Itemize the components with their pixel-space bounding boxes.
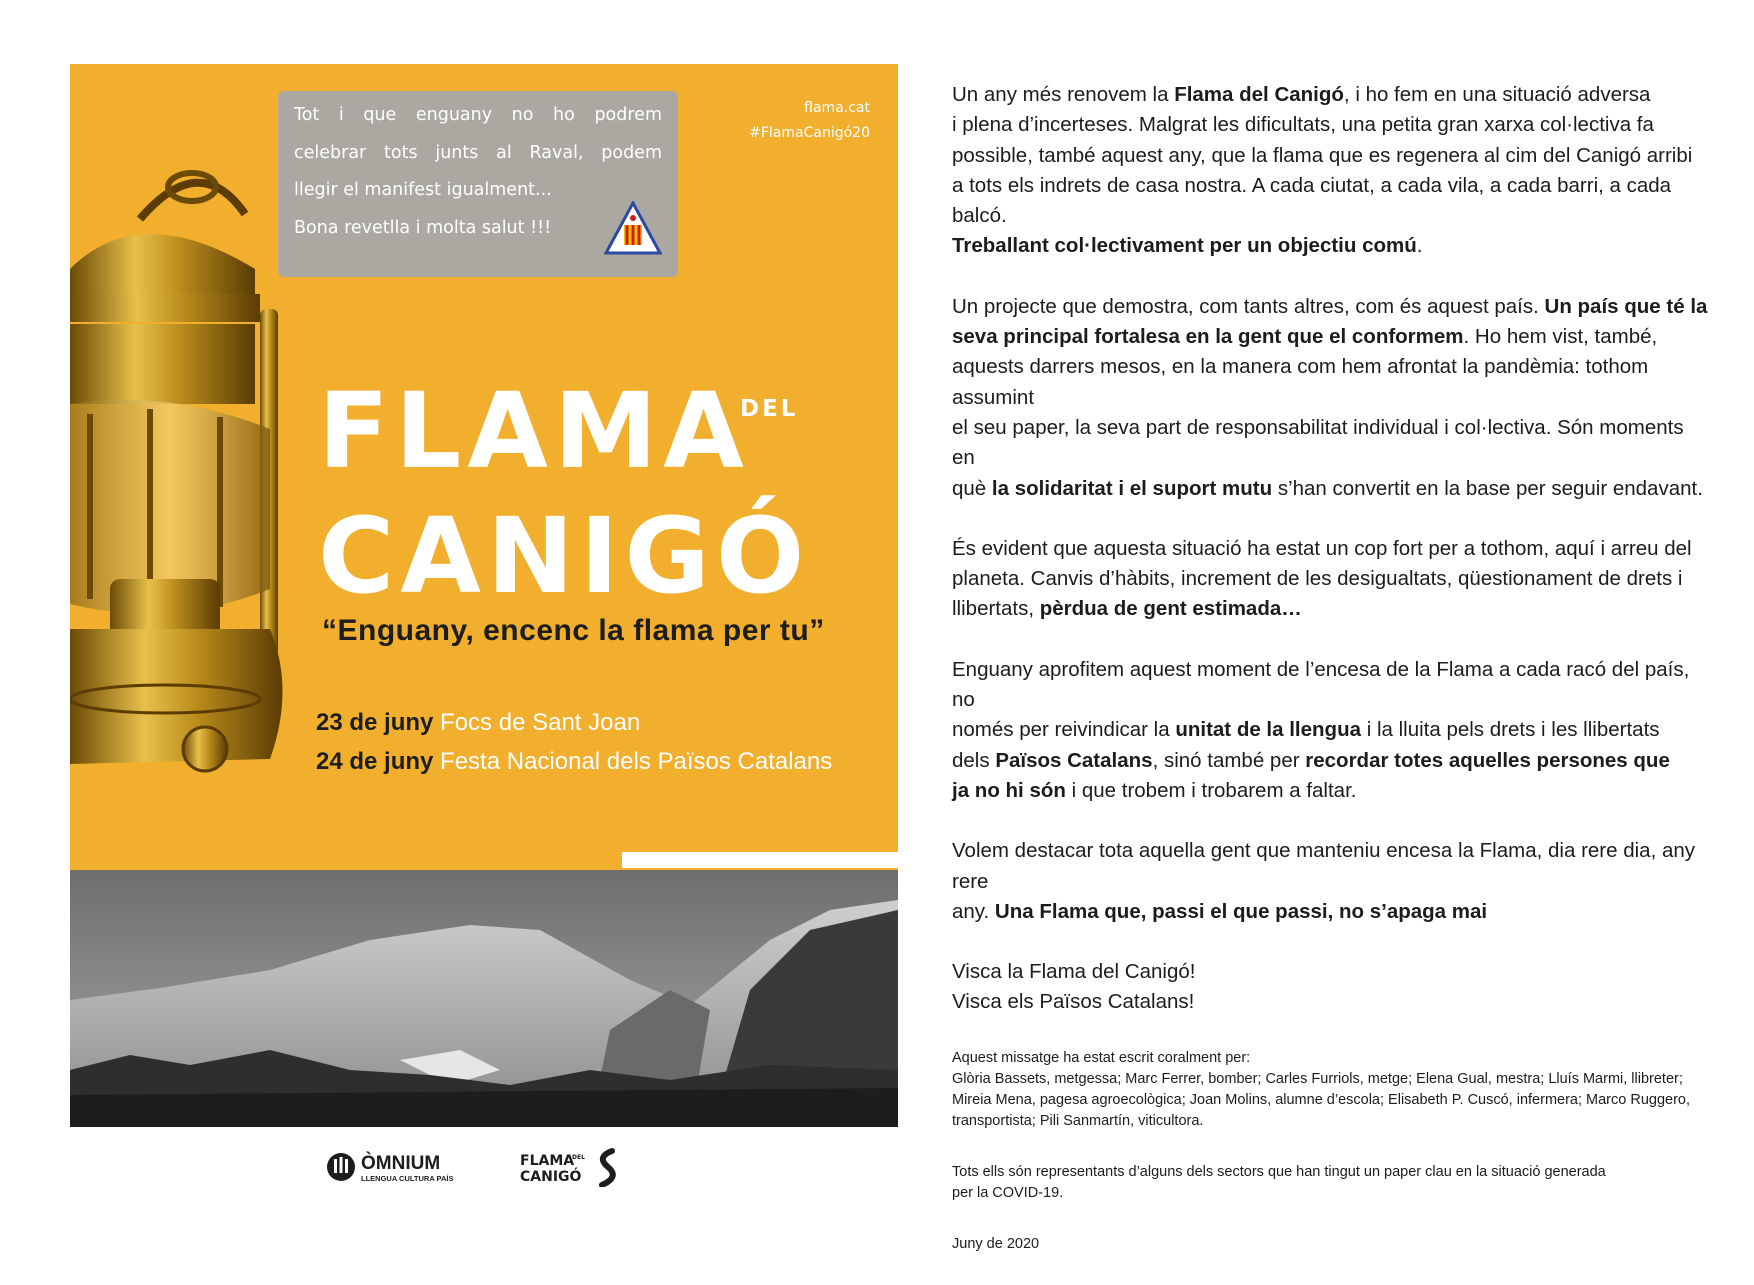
text: Un projecte que demostra, com tants altres, com és aquest país. [952,294,1545,318]
omnium-logo [325,1147,475,1187]
paragraph-2 [952,292,1712,504]
date-event: Festa Nacional dels Països Catalans [440,748,833,775]
cheer-line: Visca la Flama del Canigó! [952,960,1196,984]
emphasis: pèrdua de gent estimada… [1039,597,1302,621]
slogan: “Enguany, encenc la flama per tu” [322,614,825,647]
text: i plena d’incerteses. Malgrat les dificultats, una petita gran xarxa col·lectiva fa [952,113,1654,137]
authors-intro: Aquest missatge ha estat escrit coralment per: [952,1049,1251,1066]
association-badge-icon [604,201,662,257]
note-line: celebrar tots junts al Raval, podem [294,142,662,163]
message-note [278,91,678,277]
date-line-1 [316,709,640,737]
text: a tots els indrets de casa nostra. A cada ciutat, a cada vila, a cada barri, a cada balcó. [952,173,1672,228]
flama-logo-line1: FLAMA [520,1153,575,1169]
mountain-landscape-photo [70,870,898,1127]
emphasis: Treballant col·lectivament per un objectiu comú [952,234,1417,258]
text: i que trobem i trobarem a faltar. [1065,778,1357,802]
text: . [1416,234,1423,258]
paragraph-5 [952,836,1712,927]
authors-line: transportista; Pili Sanmartín, viticultora. [952,1112,1204,1129]
text: Enguany aprofitem aquest moment de l’encesa de la Flama a cada racó del país, no [952,657,1690,712]
document-date [952,1234,1712,1255]
date-event: Focs de Sant Joan [440,709,641,736]
text: any. [952,899,995,923]
authors [952,1048,1712,1132]
text: Volem destacar tota aquella gent que manteniu encesa la Flama, dia rere dia, any rere [952,839,1696,893]
cheers [952,957,1712,1018]
text: dels [952,748,996,772]
text: És evident que aquesta situació ha estat un cop fort per a tothom, aquí i arreu del [952,536,1692,560]
emphasis: seva principal fortalesa en la gent que el conformem [952,325,1464,349]
text: planeta. Canvis d’hàbits, increment de les desigualtats, qüestionament de drets i [952,567,1683,591]
emphasis: ja no hi són [952,778,1066,802]
text: i la lluita pels drets i les llibertats [1361,718,1660,742]
manifest-text [952,80,1712,1285]
flama-logo-line2: CANIGÓ [520,1169,582,1185]
flama-logo-del: DEL [572,1154,585,1161]
text: aquests darrers mesos, en la manera com hem afrontat la pandèmia: tothom assumint [952,355,1649,409]
flama-del-canigo-logo [520,1147,630,1187]
text: per la COVID-19. [952,1184,1064,1201]
poster [70,64,898,1127]
text: , i ho fem en una situació adversa [1343,83,1651,106]
paragraph-1 [952,80,1712,262]
text: Un any més renovem la [952,83,1175,106]
date-day: 23 de juny [316,709,434,736]
white-divider [622,852,898,868]
text: , sinó també per [1152,748,1306,772]
text: possible, també aquest any, que la flama que es regenera al cim del Canigó arribi [952,143,1693,167]
text: s’han convertit en la base per seguir endavant. [1272,476,1703,500]
web-info [749,96,870,146]
hashtag: #FlamaCanigó20 [749,125,870,141]
omnium-name: ÒMNIUM [361,1153,441,1174]
text: el seu paper, la seva part de responsabilitat individual i col·lectiva. Són moments en [952,415,1684,470]
date-text: Juny de 2020 [952,1235,1040,1252]
text: . Ho hem vist, també, [1463,325,1658,349]
emphasis: Un país que té la [1544,294,1708,318]
date-day: 24 de juny [316,748,434,775]
emphasis: Flama del Canigó [1174,83,1344,106]
title-del: DEL [740,396,799,422]
omnium-tagline: LLENGUA CULTURA PAÍS [361,1174,454,1183]
authors-line: Glòria Bassets, metgessa; Marc Ferrer, bomber; Carles Furriols, metge; Elena Gual, mestra; Lluís Marmi, llibreter; [952,1070,1683,1087]
text: què [952,476,992,500]
emphasis: unitat de la llengua [1175,718,1361,742]
cheer-line: Visca els Països Catalans! [952,990,1195,1014]
text: només per reivindicar la [952,718,1176,742]
representatives-note [952,1162,1712,1204]
emphasis: Països Catalans [995,748,1153,772]
paragraph-3 [952,534,1712,625]
date-line-2 [316,748,832,776]
title-flama: FLAMA [318,370,750,492]
text: llibertats, [952,597,1040,621]
note-line: Tot i que enguany no ho podrem [294,105,662,125]
text: Tots ells són representants d’alguns dels sectors que han tingut un paper clau en la situació generada [952,1163,1606,1180]
note-line: llegir el manifest igualment... [294,180,552,200]
authors-line: Mireia Mena, pagesa agroecològica; Joan Molins, alumne d’escola; Elisabeth P. Cuscó, infermera; Marco Ruggero, [952,1091,1691,1108]
paragraph-4 [952,655,1712,806]
emphasis: Una Flama que, passi el que passi, no s’apaga mai [994,899,1488,923]
note-line: Bona revetlla i molta salut !!! [294,217,552,238]
emphasis: recordar totes aquelles persones que [1305,748,1670,772]
website-link[interactable]: flama.cat [804,100,870,116]
title-canigo: CANIGÓ [318,495,811,617]
emphasis: la solidaritat i el suport mutu [991,476,1273,500]
